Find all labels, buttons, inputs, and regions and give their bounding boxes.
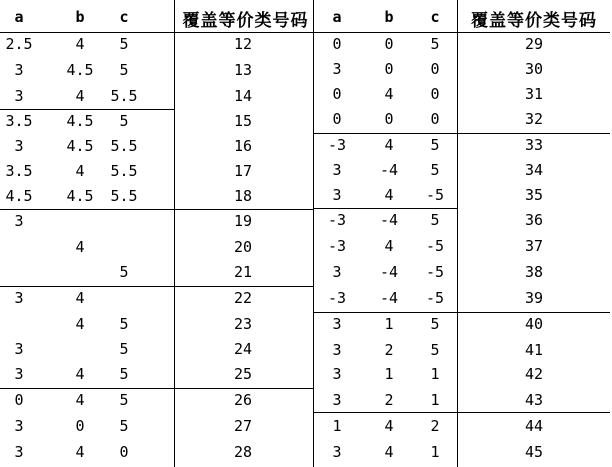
- cell-c: 5: [119, 315, 129, 333]
- cell-c: 5: [430, 315, 440, 333]
- table-row: [0, 440, 313, 465]
- cell-a: 4.5: [5, 187, 33, 205]
- table-row: [0, 388, 313, 413]
- cell-c: 5.5: [110, 162, 138, 180]
- group-separator: [0, 32, 313, 33]
- cell-a: 0: [14, 391, 24, 409]
- cell-a: 3: [14, 340, 24, 358]
- table-row: [313, 234, 610, 259]
- cell-b: 4: [75, 289, 85, 307]
- table-row: [313, 414, 610, 439]
- cell-b: 4: [384, 186, 394, 204]
- group-separator: [313, 133, 610, 134]
- cell-c: 5: [430, 341, 440, 359]
- cell-c: 5: [430, 136, 440, 154]
- cell-b: 4: [384, 417, 394, 435]
- cell-a: 3: [14, 212, 24, 230]
- cell-a: 3: [332, 443, 342, 461]
- cell-code: 26: [233, 391, 253, 409]
- cell-a: -3: [327, 136, 347, 154]
- cell-b: -4: [379, 289, 399, 307]
- cell-a: 0: [332, 85, 342, 103]
- group-separator: [0, 286, 313, 287]
- cell-a: 1: [332, 417, 342, 435]
- cell-c: 5: [119, 417, 129, 435]
- cell-code: 36: [524, 211, 544, 229]
- cell-a: 3: [332, 315, 342, 333]
- table-row: [0, 260, 313, 285]
- cell-code: 40: [524, 315, 544, 333]
- cell-b: 0: [384, 60, 394, 78]
- cell-b: 0: [384, 110, 394, 128]
- cell-code: 44: [524, 417, 544, 435]
- cell-a: 3: [332, 60, 342, 78]
- table-row: [313, 388, 610, 413]
- cell-b: 4: [384, 443, 394, 461]
- cell-code: 23: [233, 315, 253, 333]
- center-divider: [313, 0, 314, 467]
- cell-c: 1: [430, 391, 440, 409]
- cell-a: 3.5: [5, 162, 33, 180]
- cell-a: -3: [327, 211, 347, 229]
- cell-a: 3: [14, 61, 24, 79]
- cell-c: 5.5: [110, 87, 138, 105]
- table-row: [313, 32, 610, 57]
- cell-a: 3: [14, 365, 24, 383]
- cell-c: 5: [119, 61, 129, 79]
- table-row: [0, 159, 313, 184]
- cell-code: 19: [233, 212, 253, 230]
- cell-c: -5: [425, 289, 445, 307]
- cell-code: 34: [524, 161, 544, 179]
- cell-b: 1: [384, 365, 394, 383]
- right-header-row: [313, 0, 610, 32]
- header-a: a: [14, 8, 24, 26]
- cell-a: 3: [332, 263, 342, 281]
- cell-b: 4.5: [66, 112, 94, 130]
- cell-a: 2.5: [5, 35, 33, 53]
- cell-code: 27: [233, 417, 253, 435]
- cell-code: 22: [233, 289, 253, 307]
- table-row: [313, 133, 610, 158]
- cell-c: 0: [119, 443, 129, 461]
- cell-code: 17: [233, 162, 253, 180]
- table-row: [0, 184, 313, 209]
- cell-c: 0: [430, 85, 440, 103]
- table-row: [0, 235, 313, 260]
- left-column-divider: [174, 0, 175, 467]
- cell-code: 31: [524, 85, 544, 103]
- cell-code: 15: [233, 112, 253, 130]
- cell-a: -3: [327, 289, 347, 307]
- header-a: a: [332, 8, 342, 26]
- table-row: [313, 82, 610, 107]
- cell-c: 5.5: [110, 137, 138, 155]
- table-row: [0, 209, 313, 234]
- table-row: [0, 337, 313, 362]
- header-code: 覆盖等价类号码: [182, 11, 309, 31]
- cell-a: 3.5: [5, 112, 33, 130]
- table-row: [313, 286, 610, 311]
- cell-b: 4: [75, 443, 85, 461]
- cell-b: 0: [384, 35, 394, 53]
- cell-code: 18: [233, 187, 253, 205]
- cell-code: 30: [524, 60, 544, 78]
- table-row: [0, 286, 313, 311]
- cell-a: -3: [327, 237, 347, 255]
- group-separator: [313, 32, 610, 33]
- table-row: [313, 158, 610, 183]
- cell-c: 5: [430, 161, 440, 179]
- cell-c: 5.5: [110, 187, 138, 205]
- cell-b: 4: [75, 315, 85, 333]
- cell-b: 4.5: [66, 187, 94, 205]
- cell-a: 3: [332, 391, 342, 409]
- cell-c: 0: [430, 60, 440, 78]
- table-row: [0, 58, 313, 83]
- cell-b: 4: [75, 87, 85, 105]
- cell-c: 5: [119, 35, 129, 53]
- right-column-divider: [457, 0, 458, 467]
- cell-c: 1: [430, 365, 440, 383]
- cell-code: 13: [233, 61, 253, 79]
- cell-c: 5: [119, 263, 129, 281]
- cell-b: 4: [75, 391, 85, 409]
- cell-b: 4.5: [66, 61, 94, 79]
- table-row: [0, 414, 313, 439]
- header-c: c: [430, 8, 440, 26]
- group-separator: [313, 312, 610, 313]
- cell-a: 3: [14, 443, 24, 461]
- cell-code: 42: [524, 365, 544, 383]
- group-separator: [0, 388, 313, 389]
- cell-c: -5: [425, 263, 445, 281]
- cell-b: 4: [384, 237, 394, 255]
- cell-c: 5: [119, 112, 129, 130]
- cell-b: 4: [384, 136, 394, 154]
- cell-c: 5: [119, 340, 129, 358]
- table-row: [313, 57, 610, 82]
- cell-code: 45: [524, 443, 544, 461]
- table-row: [313, 208, 610, 233]
- cell-a: 0: [332, 35, 342, 53]
- cell-code: 32: [524, 110, 544, 128]
- cell-c: 2: [430, 417, 440, 435]
- cell-c: -5: [425, 237, 445, 255]
- cell-code: 33: [524, 136, 544, 154]
- cell-b: 4: [75, 35, 85, 53]
- cell-code: 12: [233, 35, 253, 53]
- table-row: [0, 32, 313, 57]
- cell-c: 5: [119, 365, 129, 383]
- cell-b: 4.5: [66, 137, 94, 155]
- cell-code: 20: [233, 238, 253, 256]
- header-b: b: [75, 8, 85, 26]
- cell-code: 38: [524, 263, 544, 281]
- table-row: [313, 183, 610, 208]
- cell-a: 3: [332, 341, 342, 359]
- cell-b: 2: [384, 341, 394, 359]
- cell-a: 3: [14, 87, 24, 105]
- cell-a: 3: [332, 365, 342, 383]
- cell-b: 1: [384, 315, 394, 333]
- cell-code: 25: [233, 365, 253, 383]
- header-b: b: [384, 8, 394, 26]
- table-row: [313, 362, 610, 387]
- left-header-row: [0, 0, 313, 32]
- cell-b: 0: [75, 417, 85, 435]
- cell-code: 28: [233, 443, 253, 461]
- cell-b: 4: [75, 238, 85, 256]
- table-row: [313, 312, 610, 337]
- table-row: [0, 362, 313, 387]
- table-row: [0, 312, 313, 337]
- cell-code: 39: [524, 289, 544, 307]
- cell-c: 5: [430, 35, 440, 53]
- cell-code: 41: [524, 341, 544, 359]
- table-row: [0, 84, 313, 109]
- cell-code: 21: [233, 263, 253, 281]
- cell-a: 3: [14, 289, 24, 307]
- cell-b: 2: [384, 391, 394, 409]
- right-table: [313, 0, 610, 467]
- header-code: 覆盖等价类号码: [471, 11, 597, 31]
- cell-c: 1: [430, 443, 440, 461]
- cell-code: 16: [233, 137, 253, 155]
- cell-code: 35: [524, 186, 544, 204]
- table-row: [313, 107, 610, 132]
- cell-code: 37: [524, 237, 544, 255]
- table-row: [0, 134, 313, 159]
- cell-a: 0: [332, 110, 342, 128]
- cell-b: 4: [384, 85, 394, 103]
- cell-code: 43: [524, 391, 544, 409]
- cell-c: 0: [430, 110, 440, 128]
- cell-a: 3: [332, 186, 342, 204]
- cell-a: 3: [332, 161, 342, 179]
- cell-code: 29: [524, 35, 544, 53]
- cell-b: -4: [379, 263, 399, 281]
- cell-c: -5: [425, 186, 445, 204]
- cell-code: 24: [233, 340, 253, 358]
- cell-b: 4: [75, 162, 85, 180]
- cell-b: -4: [379, 211, 399, 229]
- cell-c: 5: [119, 391, 129, 409]
- header-c: c: [119, 8, 129, 26]
- cell-b: -4: [379, 161, 399, 179]
- group-separator: [313, 208, 457, 209]
- group-separator: [0, 109, 174, 110]
- table-row: [313, 338, 610, 363]
- group-separator: [313, 412, 610, 413]
- cell-code: 14: [233, 87, 253, 105]
- table-row: [0, 109, 313, 134]
- cell-a: 3: [14, 137, 24, 155]
- cell-c: 5: [430, 211, 440, 229]
- cell-b: 4: [75, 365, 85, 383]
- table-row: [313, 260, 610, 285]
- cell-a: 3: [14, 417, 24, 435]
- group-separator: [0, 209, 313, 210]
- table-row: [313, 440, 610, 465]
